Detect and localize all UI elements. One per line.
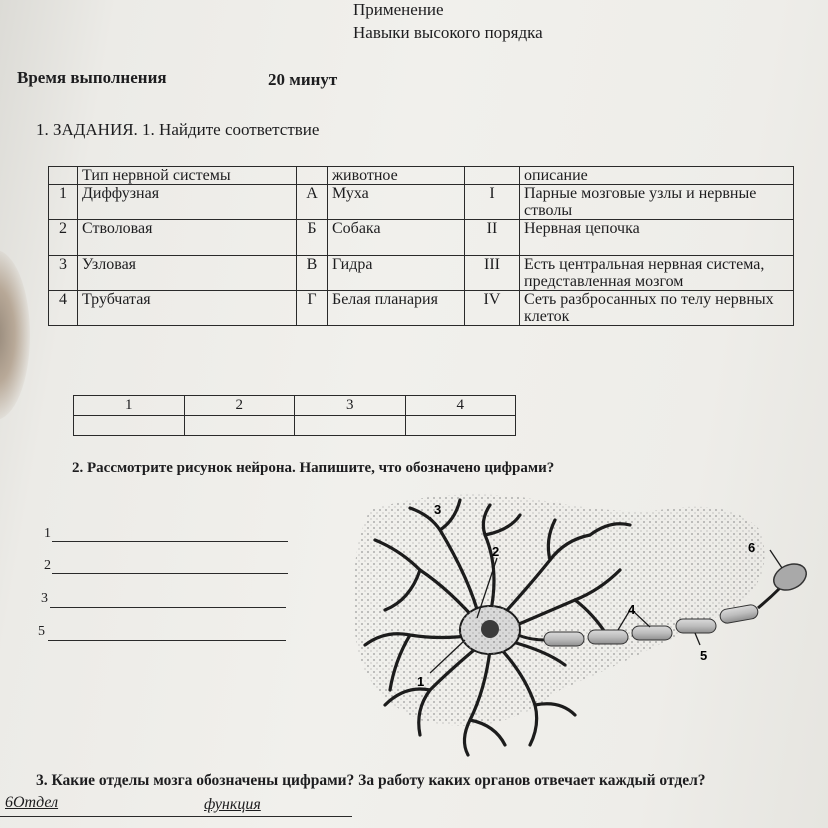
description-text: Сеть разбросанных по телу нервных клеток (520, 291, 794, 326)
header-num-cell (49, 167, 78, 185)
figure-label-2: 2 (492, 544, 500, 559)
blank-label: 2 (44, 558, 51, 573)
nervous-system-type: Стволовая (78, 220, 297, 256)
table-header-row (49, 167, 794, 185)
time-value: 20 минут (268, 70, 338, 89)
animal-letter: В (297, 256, 328, 291)
nervous-system-type: Трубчатая (78, 291, 297, 326)
animal-name: Белая планария (328, 291, 465, 326)
answer-cell[interactable] (184, 416, 295, 436)
answer-cell[interactable] (295, 416, 406, 436)
answer-cell[interactable] (74, 416, 185, 436)
header-line-1: Применение (353, 0, 444, 19)
answer-header: 3 (295, 396, 406, 416)
description-roman: IV (465, 291, 520, 326)
neuron-figure (330, 490, 820, 760)
description-text: Парные мозговые узлы и нервные стволы (520, 185, 794, 220)
header-roman-cell (465, 167, 520, 185)
animal-letter: Г (297, 291, 328, 326)
axon-terminal (770, 559, 811, 595)
figure-label-3: 3 (434, 502, 442, 517)
description-roman: II (465, 220, 520, 256)
table-row (49, 185, 794, 220)
animal-name: Собака (328, 220, 465, 256)
animal-name: Гидра (328, 256, 465, 291)
answer-blank-line[interactable] (52, 541, 288, 542)
time-label: Время выполнения (17, 68, 167, 87)
description-roman: I (465, 185, 520, 220)
answer-input-row (74, 416, 516, 436)
table-row (49, 256, 794, 291)
background-tissue (354, 494, 764, 725)
row-number: 3 (49, 256, 78, 291)
task3-table-line (0, 816, 352, 817)
header-letter-cell (297, 167, 328, 185)
axon-terminal-branch (758, 588, 780, 608)
description-text: Есть центральная нервная система, представленная мозгом (520, 256, 794, 291)
task3-title: 3. Какие отделы мозга обозначены цифрами? За работу каких органов отвечает каждый отдел? (36, 772, 706, 789)
answer-grid (73, 395, 516, 436)
description-text: Нервная цепочка (520, 220, 794, 256)
row-number: 2 (49, 220, 78, 256)
table-row (49, 291, 794, 326)
nervous-system-type: Диффузная (78, 185, 297, 220)
blank-label: 5 (38, 624, 45, 639)
figure-label-6: 6 (748, 540, 756, 555)
answer-header-row (74, 396, 516, 416)
column-header-type: Тип нервной системы (78, 167, 297, 185)
animal-name: Муха (328, 185, 465, 220)
answer-cell[interactable] (405, 416, 516, 436)
row-number: 1 (49, 185, 78, 220)
answer-header: 2 (184, 396, 295, 416)
answer-blank-line[interactable] (52, 573, 288, 574)
table-row (49, 220, 794, 256)
answer-header: 4 (405, 396, 516, 416)
nervous-system-type: Узловая (78, 256, 297, 291)
animal-letter: Б (297, 220, 328, 256)
blank-label: 3 (41, 591, 48, 606)
animal-letter: А (297, 185, 328, 220)
task1-title: 1. ЗАДАНИЯ. 1. Найдите соответствие (36, 120, 320, 139)
column-header-animal: животное (328, 167, 465, 185)
matching-table (48, 166, 794, 326)
answer-header: 1 (74, 396, 185, 416)
figure-label-5: 5 (700, 648, 708, 663)
task3-column-function: функция (204, 796, 261, 813)
nucleus (481, 620, 499, 638)
description-roman: III (465, 256, 520, 291)
column-header-description: описание (520, 167, 794, 185)
answer-blank-line[interactable] (48, 640, 286, 641)
row-number: 4 (49, 291, 78, 326)
task3-column-section: 6Отдел (5, 794, 59, 811)
figure-label-1: 1 (417, 674, 425, 689)
figure-label-4: 4 (628, 602, 636, 617)
task2-title: 2. Рассмотрите рисунок нейрона. Напишите, что обозначено цифрами? (72, 460, 555, 476)
header-line-2: Навыки высокого порядка (353, 23, 543, 42)
blank-label: 1 (44, 526, 51, 541)
answer-blank-line[interactable] (50, 607, 286, 608)
